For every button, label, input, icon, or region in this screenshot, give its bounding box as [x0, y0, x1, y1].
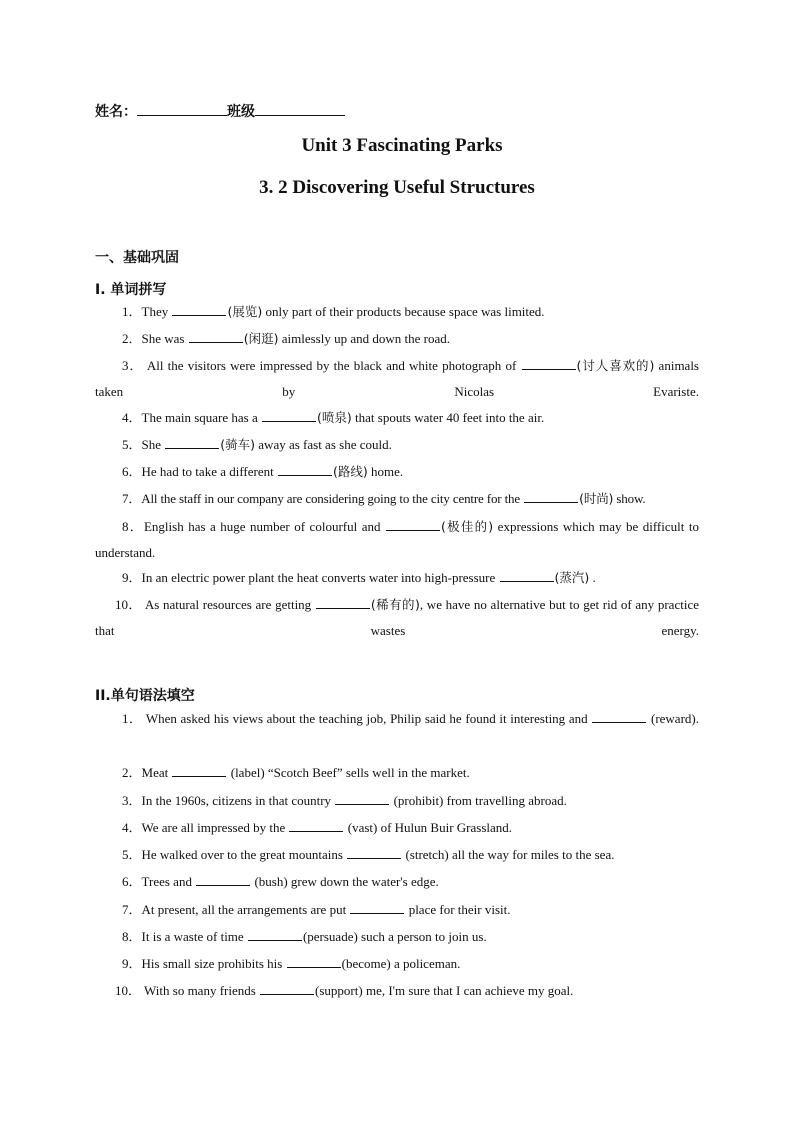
part-heading-spelling: I. 单词拼写 — [95, 282, 167, 298]
answer-blank[interactable] — [522, 359, 576, 370]
spelling-item-9: 9．In an electric power plant the heat converts water into high-pressure (蒸汽) . — [122, 570, 596, 585]
grammar-item-3: 3．In the 1960s, citizens in that country (prohibit) from travelling abroad. — [122, 793, 567, 808]
name-class-line — [95, 101, 345, 121]
answer-blank[interactable] — [165, 438, 219, 449]
grammar-item-1: 1． When asked his views about the teaching job, Philip said he found it interesting and (reward). — [122, 711, 699, 726]
spelling-item-7: 7．All the staff in our company are considering going to the city centre for the (时尚) show. — [122, 491, 646, 506]
name-label: 姓名： — [95, 104, 137, 120]
spelling-item-3: 3． All the visitors were impressed by the black and white photograph of (讨人喜欢的) animals taken by Nicolas Evariste. — [95, 358, 699, 399]
spelling-item-10: 10． As natural resources are getting (稀有的), we have no alternative but to get rid of any practice that wastes energy. — [95, 597, 699, 638]
answer-blank[interactable] — [172, 766, 226, 777]
grammar-item-9: 9．His small size prohibits his (become) a policeman. — [122, 956, 461, 971]
answer-blank[interactable] — [386, 520, 440, 531]
spelling-item-6: 6．He had to take a different (路线) home. — [122, 464, 404, 479]
answer-blank[interactable] — [260, 984, 314, 995]
grammar-item-7: 7．At present, all the arrangements are put place for their visit. — [122, 902, 511, 917]
spelling-item-1: 1．They (展览) only part of their products because space was limited. — [122, 304, 545, 319]
section-heading-basics: 一、基础巩固 — [95, 250, 179, 266]
answer-blank[interactable] — [592, 712, 646, 723]
name-blank[interactable] — [137, 103, 227, 116]
answer-blank[interactable] — [316, 598, 370, 609]
spelling-item-2: 2．She was (闲逛) aimlessly up and down the road. — [122, 331, 450, 346]
grammar-item-4: 4．We are all impressed by the (vast) of Hulun Buir Grassland. — [122, 820, 513, 835]
page-subtitle: 3. 2 Discovering Useful Structures — [259, 177, 535, 198]
class-label: 班级 — [227, 104, 255, 120]
grammar-item-2: 2．Meat (label) “Scotch Beef” sells well in the market. — [122, 765, 470, 780]
answer-blank[interactable] — [248, 930, 302, 941]
answer-blank[interactable] — [196, 875, 250, 886]
grammar-item-8: 8．It is a waste of time (persuade) such a person to join us. — [122, 929, 487, 944]
answer-blank[interactable] — [262, 411, 316, 422]
grammar-item-10: 10． With so many friends (support) me, I'm sure that I can achieve my goal. — [115, 983, 574, 998]
answer-blank[interactable] — [172, 305, 226, 316]
grammar-item-6: 6．Trees and (bush) grew down the water's edge. — [122, 874, 439, 889]
spelling-item-5: 5．She (骑车) away as fast as she could. — [122, 437, 392, 452]
answer-blank[interactable] — [278, 465, 332, 476]
spelling-item-8: 8．English has a huge number of colourful and (极佳的) expressions which may be difficult to understand. — [95, 519, 699, 560]
answer-blank[interactable] — [350, 903, 404, 914]
answer-blank[interactable] — [289, 821, 343, 832]
answer-blank[interactable] — [500, 571, 554, 582]
answer-blank[interactable] — [287, 957, 341, 968]
answer-blank[interactable] — [189, 332, 243, 343]
answer-blank[interactable] — [335, 794, 389, 805]
answer-blank[interactable] — [524, 492, 578, 503]
answer-blank[interactable] — [347, 848, 401, 859]
grammar-item-5: 5．He walked over to the great mountains (stretch) all the way for miles to the sea. — [122, 847, 615, 862]
page-title: Unit 3 Fascinating Parks — [301, 135, 503, 156]
class-blank[interactable] — [255, 103, 345, 116]
spelling-item-4: 4．The main square has a (喷泉) that spouts water 40 feet into the air. — [122, 410, 545, 425]
part-heading-grammar: II.单句语法填空 — [95, 688, 195, 704]
